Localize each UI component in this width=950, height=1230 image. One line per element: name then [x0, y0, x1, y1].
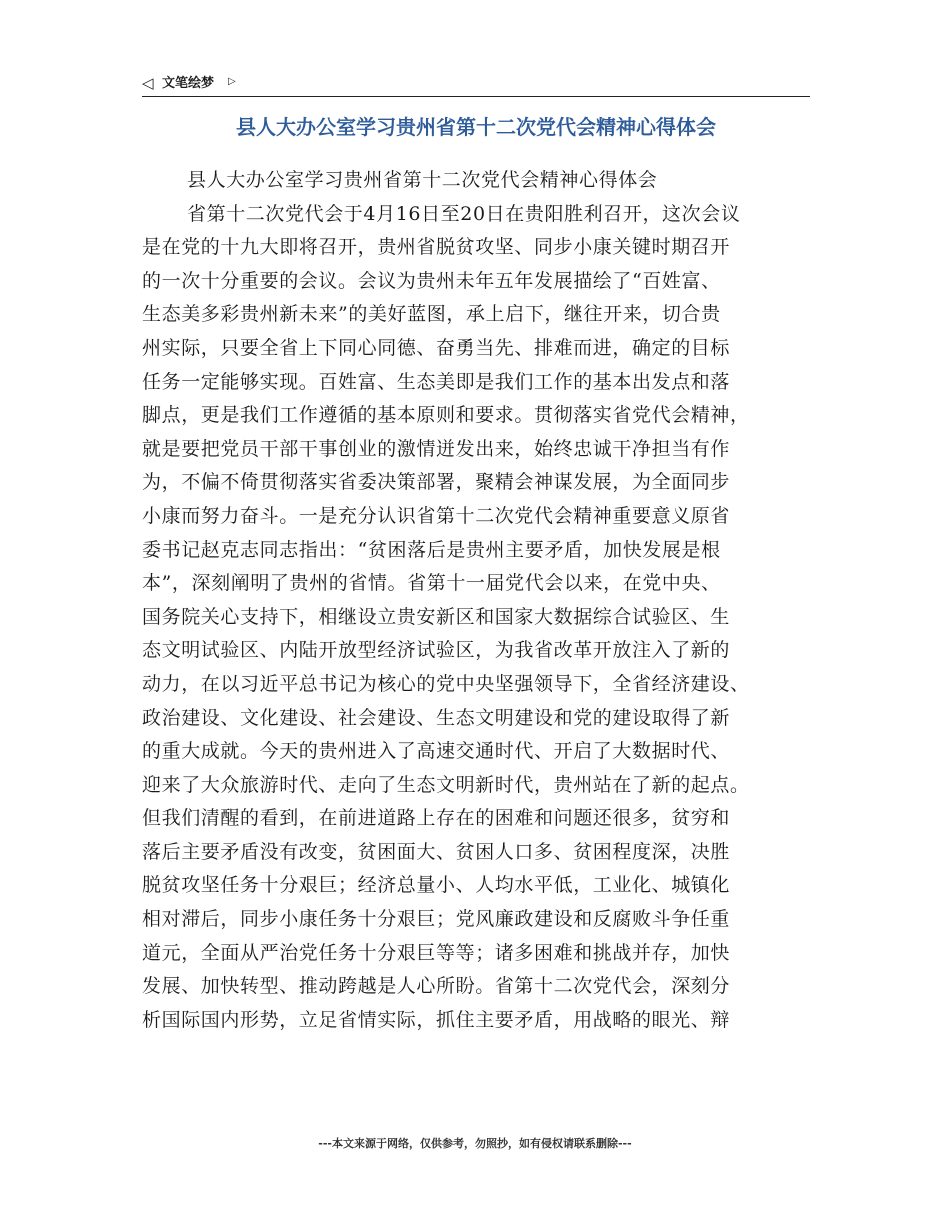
body-line: 小康而努力奋斗。一是充分认识省第十二次党代会精神重要意义原省	[142, 504, 731, 527]
body-line: 脚点，更是我们工作遵循的基本原则和要求。贯彻落实省党代会精神，	[142, 404, 750, 427]
body-line: 省第十二次党代会于4月16日至20日在贵阳胜利召开，这次会议	[187, 202, 741, 225]
body-line: 委书记赵克志同志指出：“贫困落后是贵州主要矛盾，加快发展是根	[142, 538, 721, 561]
body-line: 州实际，只要全省上下同心同德、奋勇当先、排难而进，确定的目标	[142, 336, 731, 359]
body-line: 发展、加快转型、推动跨越是人心所盼。省第十二次党代会，深刻分	[142, 975, 731, 998]
document-body	[142, 164, 810, 1037]
body-line: 政治建设、文化建设、社会建设、生态文明建设和党的建设取得了新	[142, 706, 731, 729]
footer-notice: ---本文来源于网络，仅供参考，勿照抄，如有侵权请联系删除---	[318, 1137, 632, 1150]
body-line: 脱贫攻坚任务十分艰巨；经济总量小、人均水平低，工业化、城镇化	[142, 874, 731, 897]
body-line: 落后主要矛盾没有改变，贫困面大、贫困人口多、贫困程度深，决胜	[142, 840, 731, 863]
body-line: 道元，全面从严治党任务十分艰巨等等；诸多困难和挑战并存，加快	[142, 941, 731, 964]
body-line: 是在党的十九大即将召开，贵州省脱贫攻坚、同步小康关键时期召开	[142, 236, 731, 259]
body-line: 国务院关心支持下，相继设立贵安新区和国家大数据综合试验区、生	[142, 605, 731, 628]
body-line: 但我们清醒的看到，在前进道路上存在的困难和问题还很多，贫穷和	[142, 807, 731, 830]
body-line: 动力，在以习近平总书记为核心的党中央坚强领导下，全省经济建设、	[142, 672, 750, 695]
body-line: 本”，深刻阐明了贵州的省情。省第十一届党代会以来，在党中央、	[142, 572, 721, 595]
body-line: 生态美多彩贵州新未来”的美好蓝图，承上启下，继往开来，切合贵	[142, 303, 721, 326]
header-brand-text: 文笔绘梦	[162, 76, 215, 91]
body-line: 县人大办公室学习贵州省第十二次党代会精神心得体会	[187, 169, 658, 191]
body-line: 任务一定能够实现。百姓富、生态美即是我们工作的基本出发点和落	[142, 370, 731, 393]
body-line: 态文明试验区、内陆开放型经济试验区，为我省改革开放注入了新的	[142, 639, 731, 662]
document-title: 县人大办公室学习贵州省第十二次党代会精神心得体会	[236, 115, 716, 139]
body-line: 的重大成就。今天的贵州进入了高速交通时代、开启了大数据时代、	[142, 740, 731, 763]
body-line: 迎来了大众旅游时代、走向了生态文明新时代，贵州站在了新的起点。	[142, 773, 750, 796]
body-line: 为，不偏不倚贯彻落实省委决策部署，聚精会神谋发展，为全面同步	[142, 471, 731, 494]
body-line: 相对滞后，同步小康任务十分艰巨；党风廉政建设和反腐败斗争任重	[142, 908, 731, 931]
body-line: 就是要把党员干部干事创业的激情迸发出来，始终忠诚干净担当有作	[142, 437, 731, 460]
left-triangle-icon: ◁	[142, 74, 154, 92]
page-header	[142, 72, 810, 97]
body-line: 析国际国内形势，立足省情实际，抓住主要矛盾，用战略的眼光、辩	[142, 1008, 731, 1031]
right-triangle-icon: ▷	[228, 76, 236, 87]
body-line: 的一次十分重要的会议。会议为贵州未年五年发展描绘了“百姓富、	[142, 269, 721, 292]
